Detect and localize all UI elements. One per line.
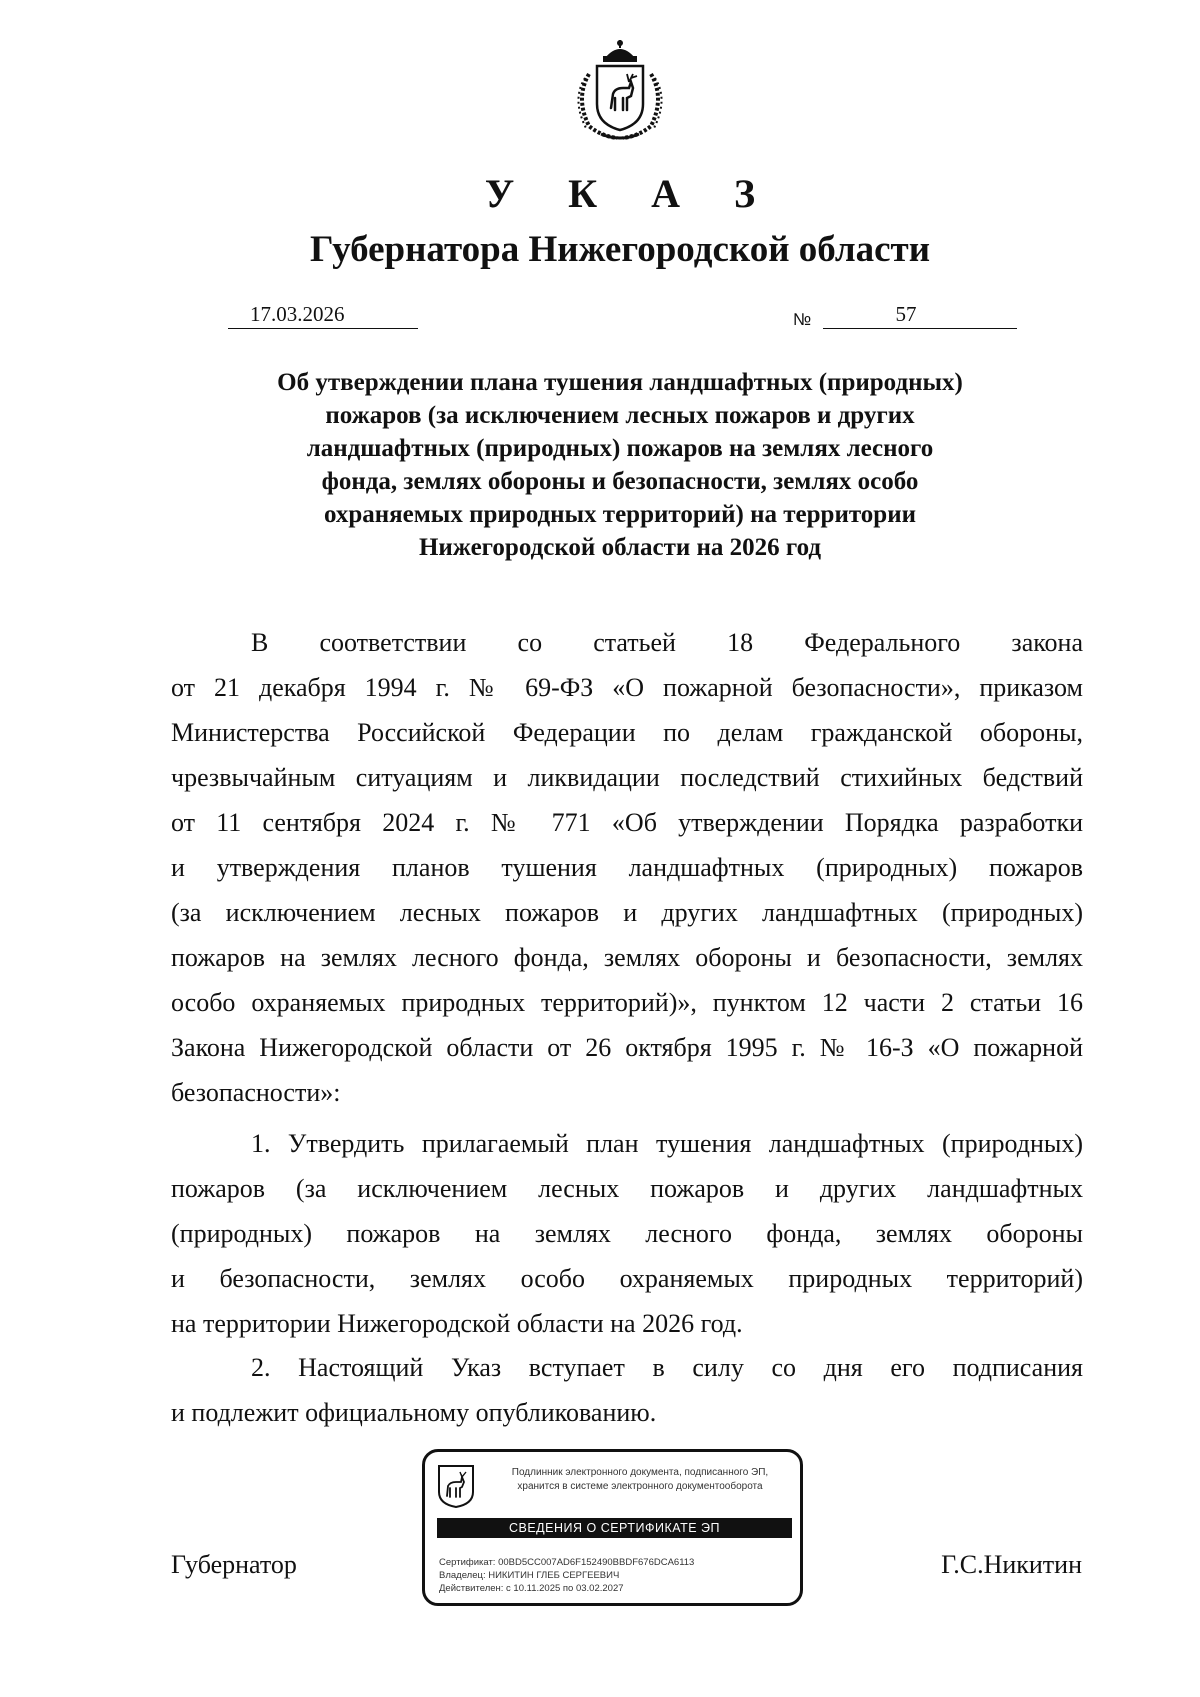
subject-line: фонда, землях обороны и безопасности, землях особо: [321, 468, 919, 495]
document-number: 57: [895, 302, 917, 326]
item-2-paragraph: [171, 1345, 1083, 1435]
body-line: 2. Настоящий Указ вступает в силу со дня его подписания: [251, 1353, 1083, 1382]
body-line: на территории Нижегородской области на 2026 год.: [171, 1309, 743, 1338]
certificate-serial: Сертификат: 00BD5CC007AD6F152490BBDF676DCA6113: [439, 1557, 695, 1568]
document-number-field: [823, 300, 1017, 329]
body-line: особо охраняемых природных территорий)», пунктом 12 части 2 статьи 16: [171, 988, 1083, 1017]
body-line: Закона Нижегородской области от 26 октября 1995 г. № 16-З «О пожарной: [171, 1033, 1083, 1062]
body-line: (природных) пожаров на землях лесного фонда, землях обороны: [171, 1219, 1083, 1248]
body-line: и подлежит официальному опубликованию.: [171, 1398, 657, 1427]
subject-line: Об утверждении плана тушения ландшафтных (природных): [277, 369, 963, 396]
body-line: от 11 сентября 2024 г. № 771 «Об утверждении Порядка разработки: [171, 808, 1083, 837]
document-date: 17.03.2026: [250, 302, 345, 326]
body-line: безопасности»:: [171, 1078, 341, 1107]
document-subject: [200, 366, 1040, 564]
body-line: и утверждения планов тушения ландшафтных (природных) пожаров: [171, 853, 1083, 882]
certificate-details: [439, 1556, 694, 1595]
body-line: 1. Утвердить прилагаемый план тушения ландшафтных (природных): [251, 1129, 1083, 1158]
certificate-info-header: СВЕДЕНИЯ О СЕРТИФИКАТЕ ЭП: [437, 1518, 792, 1538]
subject-line: ландшафтных (природных) пожаров на землях лесного: [306, 435, 934, 462]
coat-of-arms-emblem: [567, 38, 673, 142]
deer-shield-icon: [437, 1464, 475, 1508]
issuer-title: Губернатора Нижегородской области: [309, 229, 931, 270]
item-1-paragraph: [171, 1121, 1083, 1346]
body-line: и безопасности, землях особо охраняемых природных территорий): [171, 1264, 1083, 1293]
document-date-field: [228, 300, 418, 329]
preamble-paragraph: [171, 620, 1083, 1115]
stamp-note-line: Подлинник электронного документа, подписанного ЭП,: [511, 1467, 769, 1478]
body-line: В соответствии со статьей 18 Федерального закона: [251, 628, 1083, 657]
stamp-note: [485, 1466, 795, 1494]
body-line: пожаров на землях лесного фонда, землях обороны и безопасности, землях: [171, 943, 1083, 972]
body-line: чрезвычайным ситуациям и ликвидации последствий стихийных бедствий: [171, 763, 1083, 792]
certificate-validity: Действителен: с 10.11.2025 по 03.02.2027: [439, 1583, 624, 1594]
stamp-note-line: хранится в системе электронного документооборота: [517, 1481, 763, 1492]
body-line: Министерства Российской Федерации по делам гражданской обороны,: [171, 718, 1083, 747]
subject-line: Нижегородской области на 2026 год: [418, 534, 822, 561]
signatory-role: Губернатор: [171, 1550, 297, 1579]
body-line: пожаров (за исключением лесных пожаров и других ландшафтных: [171, 1174, 1083, 1203]
number-label: №: [793, 310, 812, 329]
subject-line: пожаров (за исключением лесных пожаров и других: [325, 402, 915, 429]
electronic-signature-stamp: [422, 1449, 803, 1606]
body-line: от 21 декабря 1994 г. № 69-ФЗ «О пожарной безопасности», приказом: [171, 673, 1083, 702]
subject-line: охраняемых природных территорий) на территории: [323, 501, 917, 528]
document-type-title: У К А З: [484, 171, 778, 216]
certificate-owner: Владелец: НИКИТИН ГЛЕБ СЕРГЕЕВИЧ: [439, 1570, 620, 1581]
body-line: (за исключением лесных пожаров и других ландшафтных (природных): [171, 898, 1083, 927]
signatory-name: Г.С.Никитин: [941, 1550, 1082, 1579]
